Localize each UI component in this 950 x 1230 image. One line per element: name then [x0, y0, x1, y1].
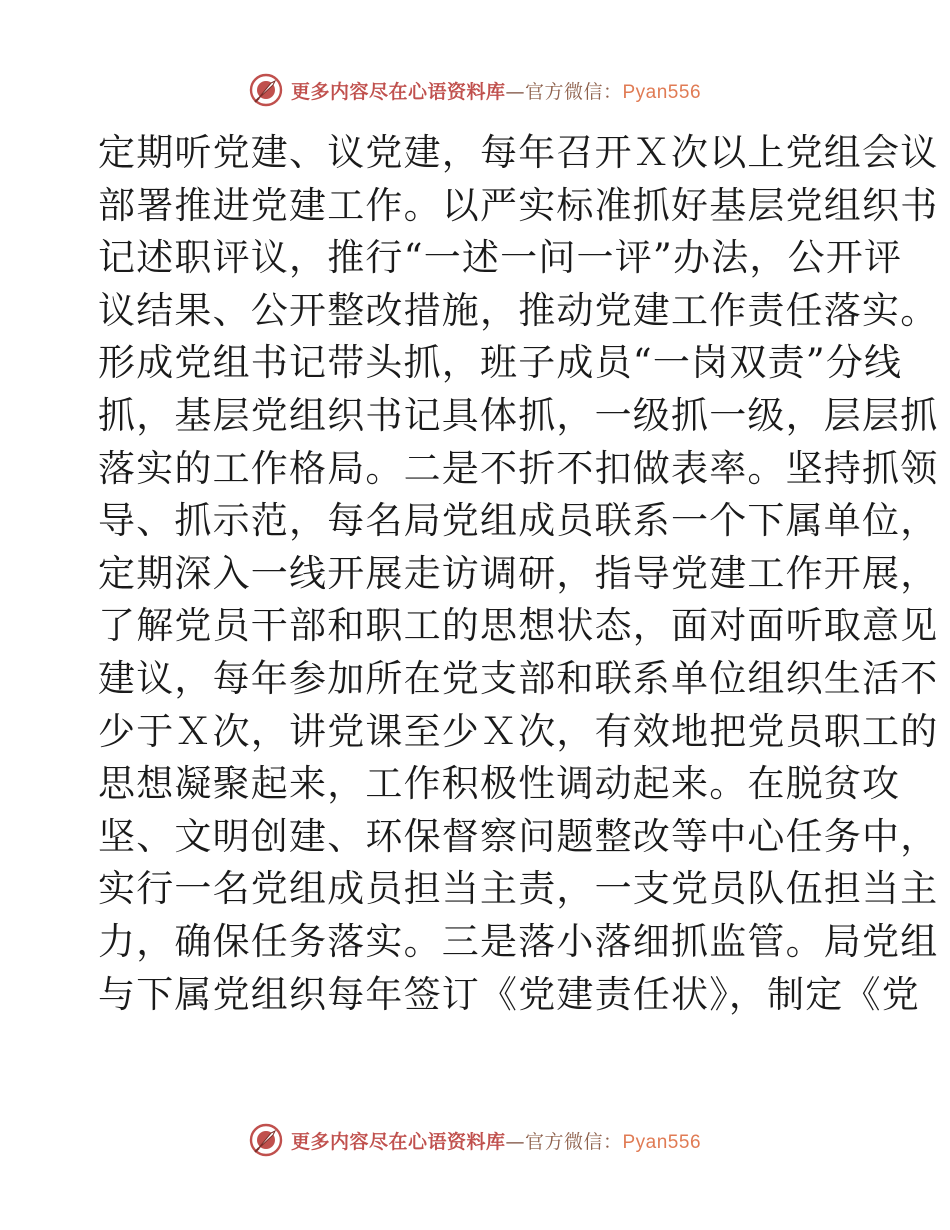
body-line: 议结果、公开整改措施，推动党建工作责任落实。: [98, 288, 939, 332]
body-line: 思想凝聚起来，工作积极性调动起来。在脱贫攻: [98, 762, 901, 806]
header-wechat-label: 官方微信：: [524, 80, 623, 103]
body-line: 部署推进党建工作。以严实标准抓好基层党组织书: [98, 183, 939, 227]
body-line: 与下属党组织每年签订《党建责任状》，制定《党: [98, 972, 920, 1016]
quill-logo-icon: [249, 73, 283, 107]
body-line: 了解党员干部和职工的思想状态，面对面听取意见: [98, 604, 939, 648]
body-line: 抓，基层党组织书记具体抓，一级抓一级，层层抓: [98, 393, 939, 437]
body-line: 定期深入一线开展走访调研，指导党建工作开展，: [98, 551, 939, 595]
header-banner-text: [291, 77, 701, 104]
footer-wechat-id: Pyan556: [622, 1131, 702, 1153]
body-line: 坚、文明创建、环保督察问题整改等中心任务中，: [98, 814, 939, 858]
body-line: 落实的工作格局。二是不折不扣做表率。坚持抓领: [98, 446, 939, 490]
footer-banner-text: [291, 1127, 701, 1154]
header-banner: [0, 70, 950, 110]
header-brand: 更多内容尽在心语资料库: [290, 80, 506, 103]
header-separator: —: [505, 80, 525, 103]
body-line: 力，确保任务落实。三是落小落细抓监管。局党组: [98, 919, 939, 963]
footer-wechat-label: 官方微信：: [524, 1130, 623, 1153]
body-line: 少于Ｘ次，讲党课至少Ｘ次，有效地把党员职工的: [98, 709, 939, 753]
header-wechat-id: Pyan556: [622, 81, 702, 103]
footer-separator: —: [505, 1130, 525, 1153]
body-line: 记述职评议，推行“一述一问一评”办法，公开评: [98, 236, 903, 280]
body-line: 形成党组书记带头抓，班子成员“一岗双责”分线: [98, 341, 903, 385]
body-line: 定期听党建、议党建，每年召开Ｘ次以上党组会议: [98, 131, 939, 174]
body-line: 实行一名党组成员担当主责，一支党员队伍担当主: [98, 867, 939, 911]
footer-brand: 更多内容尽在心语资料库: [290, 1130, 506, 1153]
body-line: 导、抓示范，每名局党组成员联系一个下属单位，: [98, 499, 939, 543]
document-body: [98, 127, 939, 1021]
body-line: 建议，每年参加所在党支部和联系单位组织生活不: [98, 656, 939, 700]
quill-logo-icon: [249, 1123, 283, 1157]
footer-banner: [0, 1120, 950, 1160]
